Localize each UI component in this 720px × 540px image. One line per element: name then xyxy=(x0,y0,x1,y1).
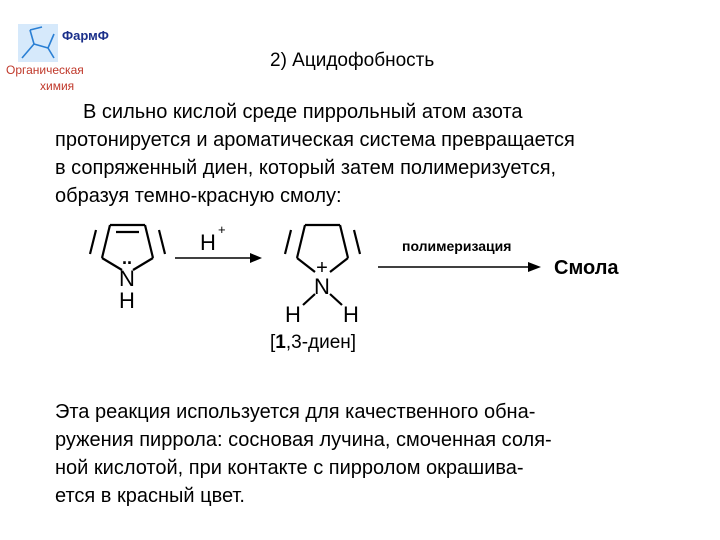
cation-hydrogen-right: H xyxy=(343,302,359,327)
cation-label-open: [ xyxy=(270,332,276,353)
polymerization-arrow xyxy=(378,262,541,272)
reagent-charge: + xyxy=(218,222,226,237)
intro-line: В сильно кислой среде пиррольный атом азота xyxy=(83,101,523,123)
logo-name: ФармФ xyxy=(62,28,109,43)
logo-subtitle-line1: Органическая xyxy=(6,63,84,77)
usage-paragraph xyxy=(55,398,695,510)
intro-paragraph xyxy=(55,98,695,210)
intro-line: в сопряженный диен, который затем полимеризуется, xyxy=(55,157,557,179)
pyrrole-lone-pair: .. xyxy=(121,248,133,268)
usage-line: ной кислотой, при контакте с пирролом окрашива- xyxy=(55,457,524,479)
reaction-arrow xyxy=(175,253,262,263)
reaction-scheme xyxy=(0,210,720,360)
cation-label-rest: ,3-диен] xyxy=(285,332,357,353)
cation-label xyxy=(270,332,356,353)
reagent-proton: H xyxy=(200,230,216,255)
usage-line: ружения пиррола: сосновая лучина, смоченная соля- xyxy=(55,429,552,451)
polymerization-label: полимеризация xyxy=(402,238,512,254)
cation-label-bold: 1 xyxy=(275,332,286,353)
logo-subtitle-line2: химия xyxy=(40,79,75,93)
slide-heading: 2) Ацидофобность xyxy=(270,50,435,71)
cation-hydrogen-left: H xyxy=(285,302,301,327)
usage-line: ется в красный цвет. xyxy=(55,485,245,507)
molecule-logo-icon xyxy=(18,24,58,62)
cation-nitrogen: N xyxy=(314,274,330,299)
intro-line: образуя темно-красную смолу: xyxy=(55,185,342,207)
pyrrole-nitrogen: N xyxy=(119,266,135,291)
product-label: Смола xyxy=(554,257,619,279)
pyrrole-hydrogen: H xyxy=(119,288,135,313)
usage-line: Эта реакция используется для качественного обна- xyxy=(55,401,536,423)
cation-charge: + xyxy=(316,257,328,279)
intro-line: протонируется и ароматическая система превращается xyxy=(55,129,575,151)
